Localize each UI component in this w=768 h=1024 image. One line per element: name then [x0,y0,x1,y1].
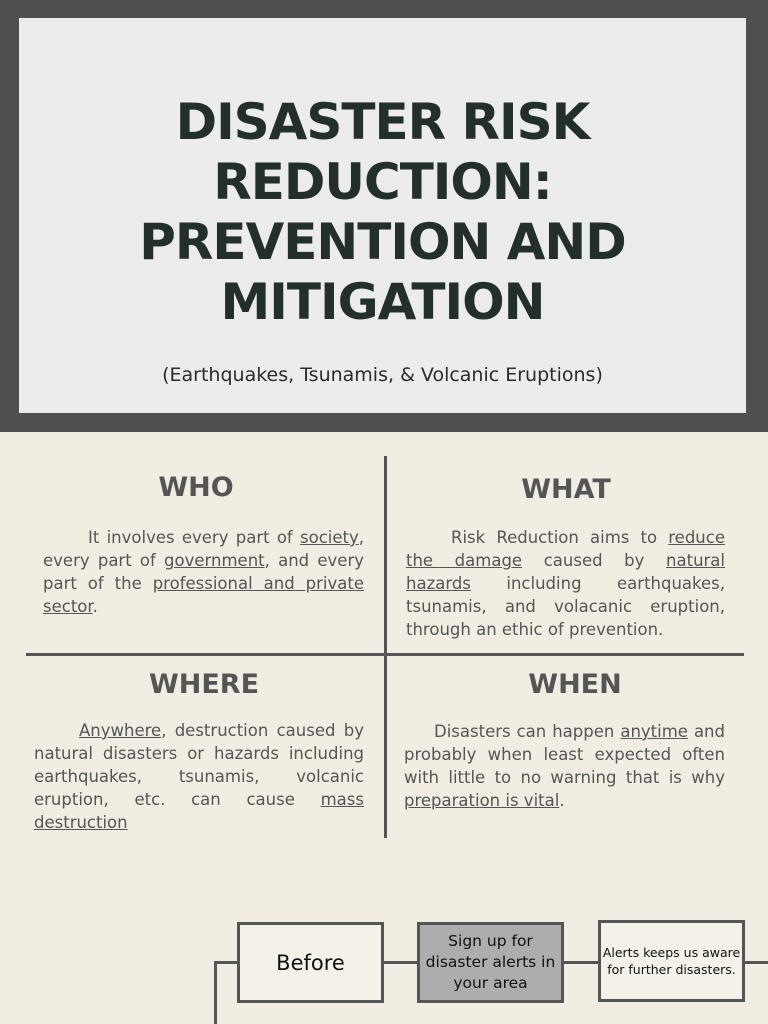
connector-left [214,961,237,964]
signup-box: Sign up for disaster alerts in your area [417,922,564,1003]
title-line: REDUCTION: [213,153,552,211]
title-card [19,18,746,413]
when-heading: WHEN [528,669,622,700]
who-link-sector: professional and private sector [43,574,364,616]
who-link-government: government [164,551,265,570]
what-heading: WHAT [521,474,611,505]
header-frame [0,0,768,432]
where-text: Anywhere, destruction caused by natural disasters or hazards including earthquakes, tsunamis, volcanic eruption, etc. can cause mass destruction [34,721,364,832]
who-text: It involves every part of society, every part of government, and every part of the professional and private sector. [43,528,364,616]
title-line: PREVENTION AND [139,213,626,271]
connector-right [745,961,768,964]
connector-signup-alerts [564,961,598,964]
when-text: Disasters can happen anytime and probably when least expected often with little to no warning that is why preparation is vital. [404,722,725,810]
page-subtitle: (Earthquakes, Tsunamis, & Volcanic Eruptions) [162,364,603,386]
when-link-anytime: anytime [620,722,688,741]
when-link-preparation: preparation is vital [404,791,560,810]
horizontal-divider [26,653,744,656]
where-heading: WHERE [148,669,260,700]
connector-down [214,961,217,1024]
who-link-society: society [300,528,359,547]
what-link-hazards: natural hazards [406,551,726,593]
before-box: Before [237,922,384,1003]
title-line: MITIGATION [220,273,545,331]
what-text: Risk Reduction aims to reduce the damage caused by natural hazards including earthquakes, tsunamis, and volacanic eruption, through an ethic of prevention. [406,528,726,639]
title-line: DISASTER RISK [175,93,590,151]
page-title [19,92,746,332]
where-link-destruction: mass destruction [34,790,364,832]
alerts-box: Alerts keeps us aware for further disasters. [598,920,745,1002]
connector-before-signup [384,961,417,964]
vertical-divider [384,456,387,838]
who-heading: WHO [158,472,234,503]
what-link-damage: reduce the damage [406,528,725,570]
where-link-anywhere: Anywhere [79,721,162,740]
